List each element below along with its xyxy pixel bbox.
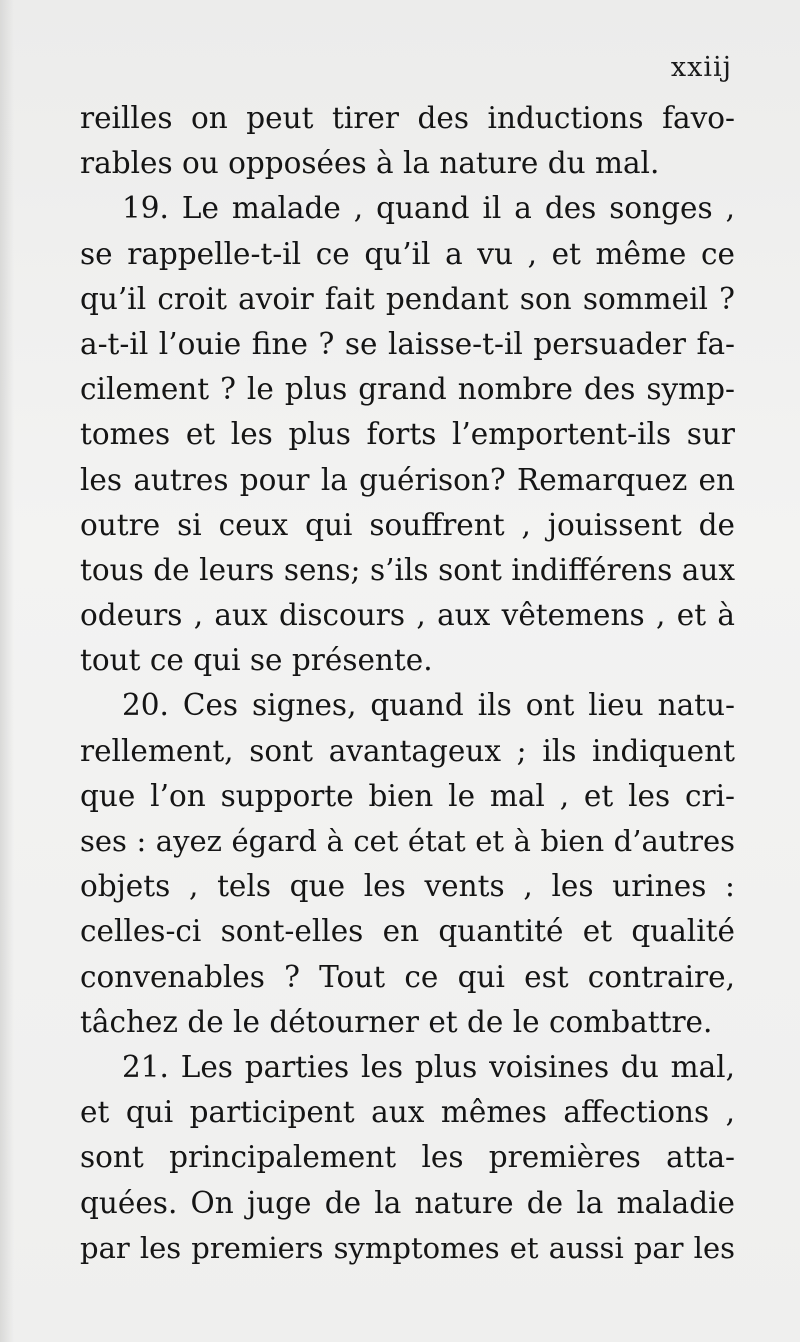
text-line: 19. Le malade , quand il a des songes , — [122, 191, 735, 226]
text-line: 20. Ces signes, quand ils ont lieu natu- — [122, 688, 735, 723]
text-line: reilles on peut tirer des inductions favo- — [80, 101, 735, 135]
text-line: ses : ayez égard à cet état et à bien d’autres — [80, 824, 735, 858]
text-line: a-t-il l’ouie fine ? se laisse-t-il persuader fa- — [80, 326, 735, 361]
text-line: celles-ci sont-elles en quantité et qualité — [80, 914, 735, 949]
text-line: objets , tels que les vents , les urines : — [80, 869, 735, 904]
text-line: outre si ceux qui souffrent , jouissent de — [80, 507, 735, 542]
text-line: et qui participent aux mêmes affections , — [80, 1095, 735, 1130]
page-edge-shadow — [0, 0, 14, 1342]
text-line: rables ou opposées à la nature du mal. — [80, 146, 660, 181]
text-line: 21. Les parties les plus voisines du mal, — [122, 1049, 735, 1084]
text-line: se rappelle-t-il ce qu’il a vu , et même ce — [80, 236, 735, 271]
text-line: tout ce qui se présente. — [80, 643, 433, 678]
text-line: qu’il croit avoir fait pendant son sommeil ? — [80, 281, 735, 316]
text-line: cilement ? le plus grand nombre des symp- — [80, 372, 735, 407]
text-line: tous de leurs sens; s’ils sont indifférens aux — [80, 552, 735, 587]
text-line: tomes et les plus forts l’emportent-ils sur — [80, 417, 735, 452]
text-line: par les premiers symptomes et aussi par les — [80, 1230, 735, 1265]
body-text — [80, 96, 735, 1271]
text-line: que l’on supporte bien le mal , et les cri- — [80, 778, 735, 813]
text-line: les autres pour la guérison? Remarquez en — [80, 462, 735, 497]
page-number: xxiij — [670, 52, 732, 83]
text-line: convenables ? Tout ce qui est contraire, — [80, 959, 735, 994]
text-line: tâchez de le détourner et de le combattre. — [80, 1004, 713, 1039]
text-line: quées. On juge de la nature de la maladie — [80, 1185, 735, 1220]
text-line: sont principalement les premières atta- — [80, 1140, 735, 1175]
text-line: rellement, sont avantageux ; ils indiquent — [80, 733, 735, 768]
text-line: odeurs , aux discours , aux vêtemens , et à — [80, 598, 735, 633]
